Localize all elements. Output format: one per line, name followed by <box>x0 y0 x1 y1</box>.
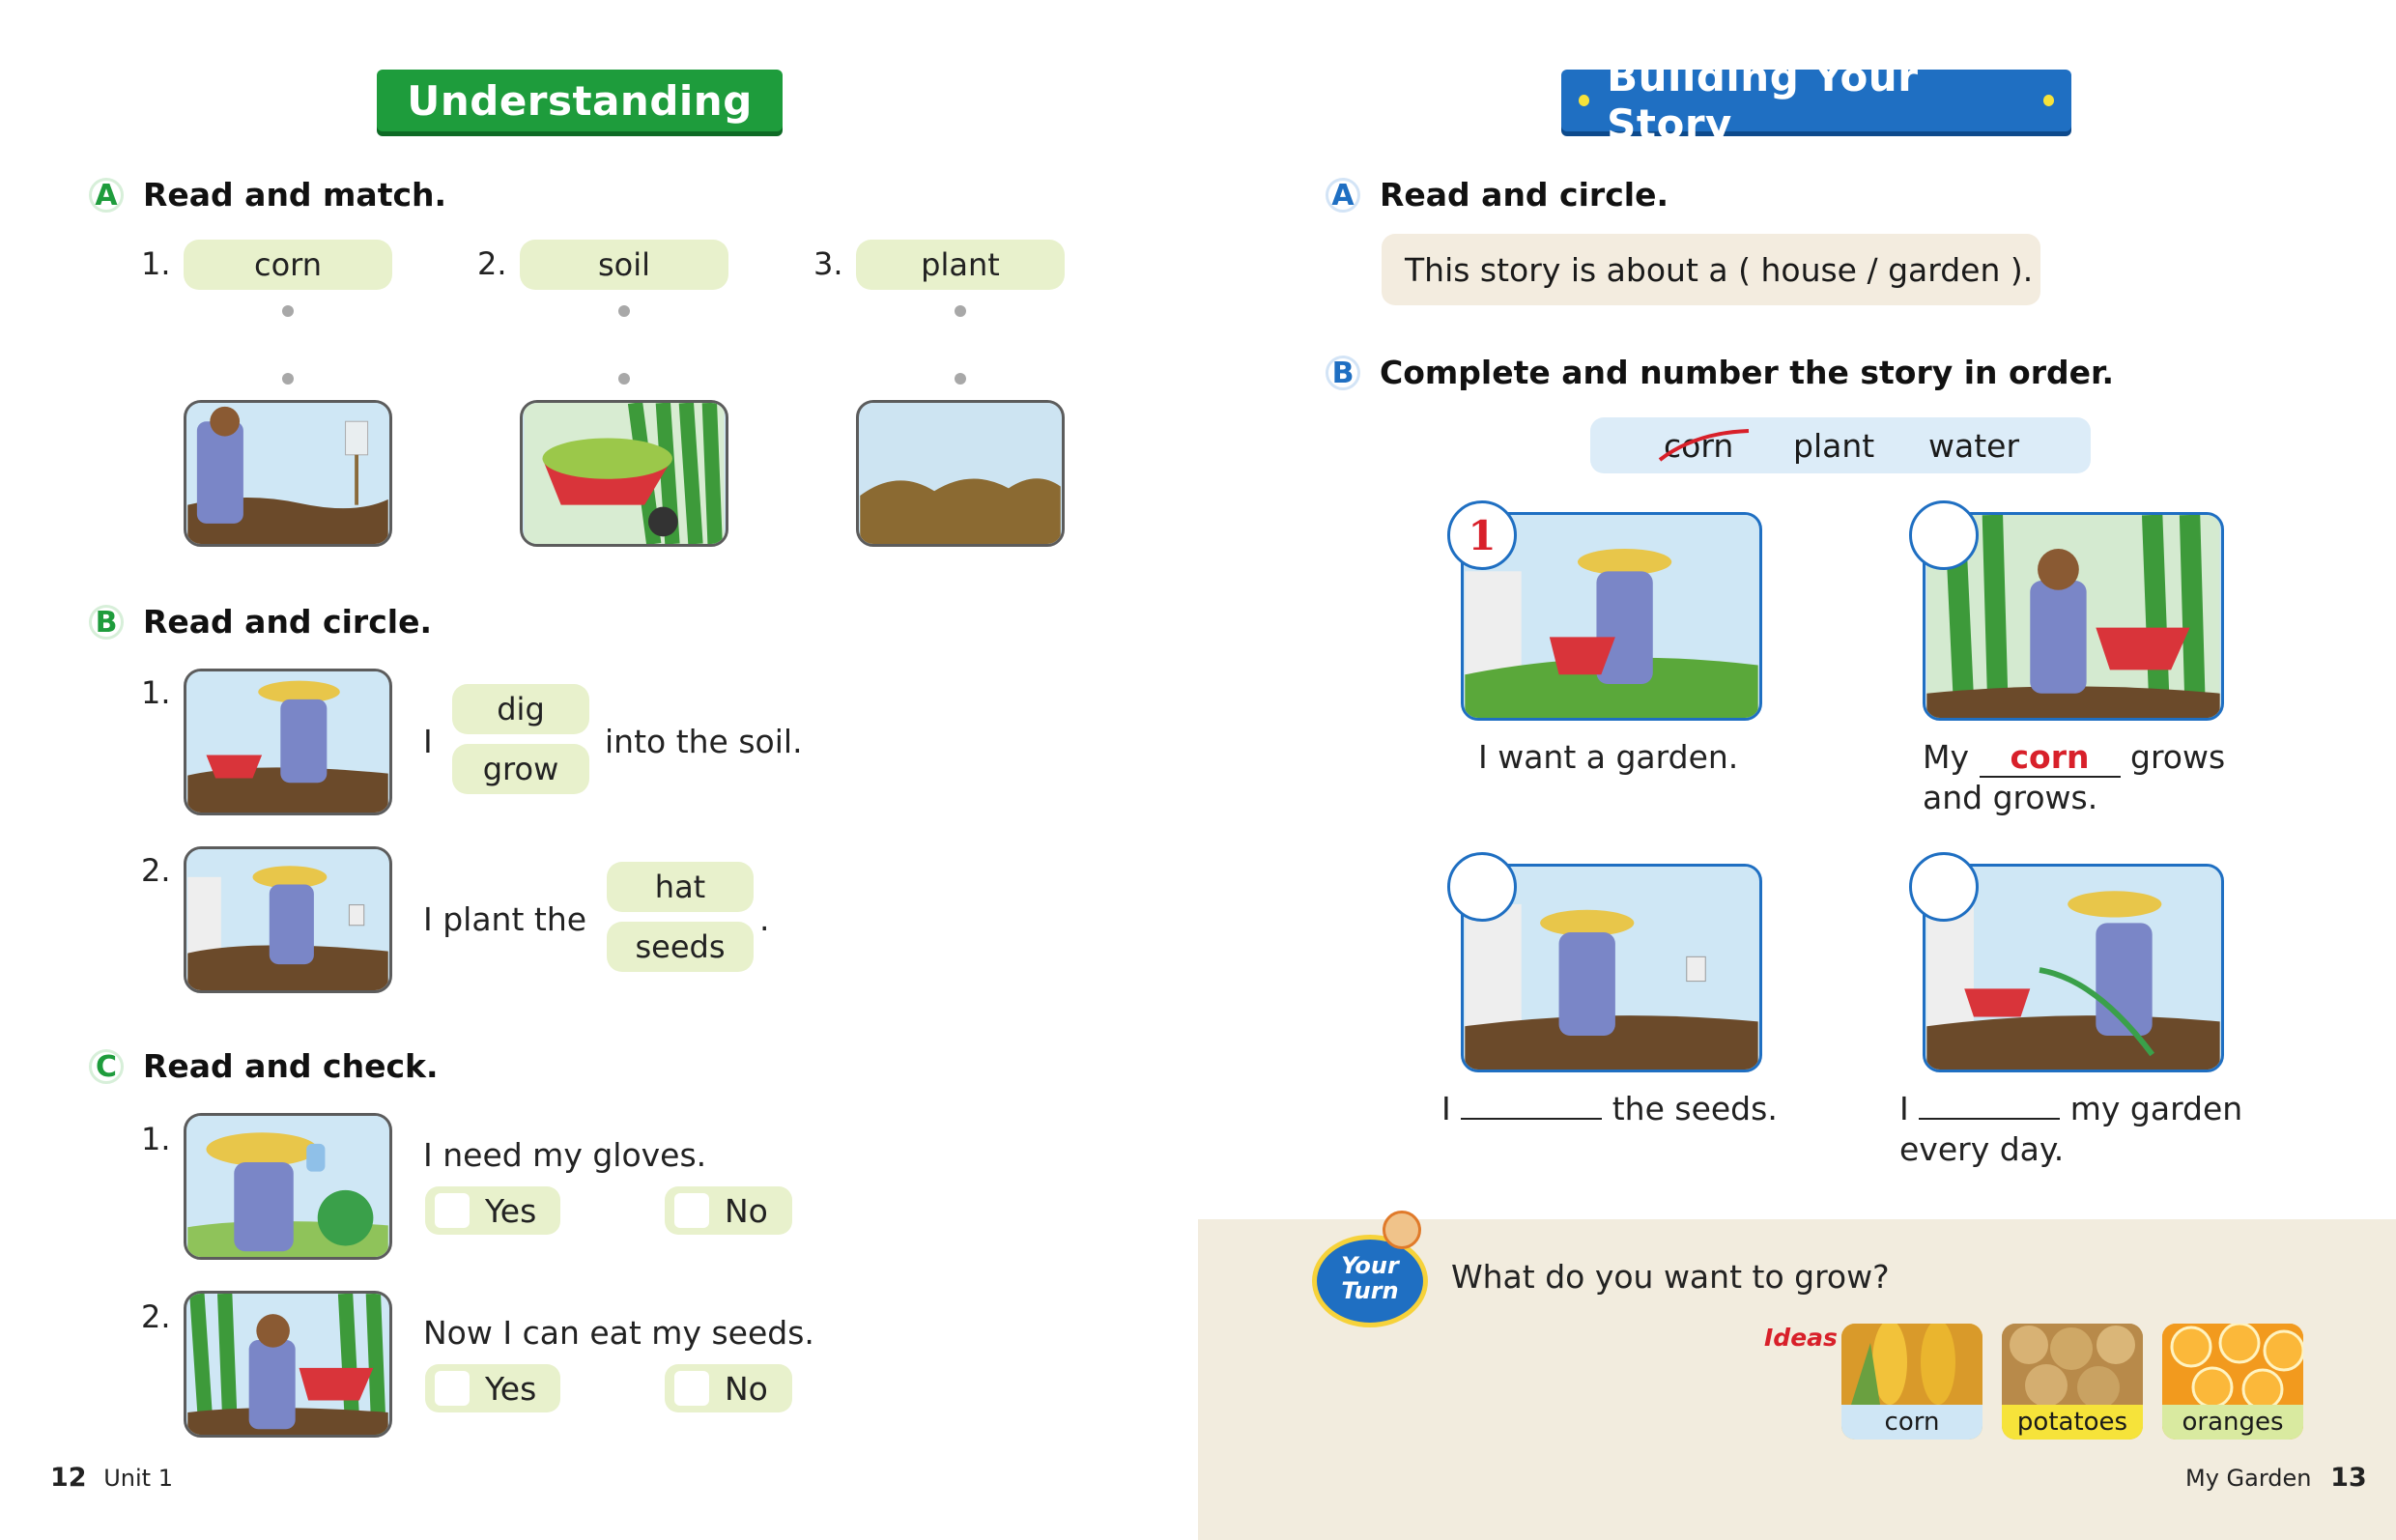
section-c-letter: C <box>89 1049 124 1084</box>
section-b-title: Complete and number the story in order. <box>1380 354 2115 391</box>
match-dot[interactable] <box>282 305 294 317</box>
idea-corn-tile <box>1841 1324 1982 1440</box>
section-c-title: Read and check. <box>143 1047 439 1085</box>
section-b-letter: B <box>89 605 124 640</box>
potatoes-icon <box>2002 1324 2143 1405</box>
option-seeds[interactable]: seeds <box>607 922 754 972</box>
item-number: 2. <box>141 1298 171 1335</box>
wheelbarrow-corn-picture <box>520 400 728 547</box>
filled-blank[interactable]: corn <box>1980 738 2121 778</box>
story-line: every day. <box>1899 1130 2065 1168</box>
strike-mark-icon <box>1656 427 1753 466</box>
word-bank-water: water <box>1928 427 2020 465</box>
answer-blank[interactable] <box>1919 1091 2060 1120</box>
corn-field-picture <box>184 1291 392 1438</box>
section-a-letter: A <box>89 178 124 213</box>
book-title: My Garden <box>2185 1465 2312 1492</box>
section-b-title: Read and circle. <box>143 603 432 641</box>
checkbox-square[interactable] <box>435 1371 470 1406</box>
soil-picture <box>856 400 1065 547</box>
section-a-title: Read and circle. <box>1380 176 1669 214</box>
check-sentence: Now I can eat my seeds. <box>423 1314 814 1352</box>
yes-checkbox[interactable] <box>425 1364 560 1412</box>
girl-face-icon <box>1383 1211 1421 1249</box>
right-footer <box>2185 1463 2367 1493</box>
planting-seeds-picture <box>184 846 392 993</box>
your-turn-badge <box>1312 1235 1428 1327</box>
word-bank <box>1590 417 2091 473</box>
match-dot[interactable] <box>618 373 630 385</box>
option-dig[interactable]: dig <box>452 684 589 734</box>
sentence-end: into the soil. <box>605 723 803 760</box>
no-label: No <box>725 1369 768 1408</box>
banner-dot <box>2043 95 2054 106</box>
planting-picture <box>184 400 392 547</box>
sentence-end: . <box>759 900 770 938</box>
option-hat[interactable]: hat <box>607 862 754 912</box>
idea-potatoes-tile <box>2002 1324 2143 1440</box>
badge-line: Turn <box>1341 1277 1399 1304</box>
match-dot[interactable] <box>618 305 630 317</box>
item-number: 1. <box>141 1121 171 1157</box>
item-number: 2. <box>141 852 171 889</box>
match-word-plant[interactable]: plant <box>856 240 1065 290</box>
yes-label: Yes <box>485 1191 537 1230</box>
understanding-banner <box>377 70 783 131</box>
story-line: I want a garden. <box>1478 738 1739 776</box>
your-turn-question: What do you want to grow? <box>1451 1258 1890 1296</box>
no-checkbox[interactable] <box>665 1364 792 1412</box>
idea-oranges-tile <box>2162 1324 2303 1440</box>
item-number: 3. <box>813 245 843 282</box>
banner-title: Understanding <box>407 76 753 125</box>
order-number-circle[interactable] <box>1909 500 1979 570</box>
check-sentence: I need my gloves. <box>423 1136 707 1174</box>
match-dot[interactable] <box>955 373 966 385</box>
banner-dot <box>1579 95 1589 106</box>
idea-label: potatoes <box>2002 1405 2143 1440</box>
story-line: I my garden <box>1899 1090 2243 1127</box>
story-line: My corn grows <box>1923 738 2226 776</box>
idea-label: oranges <box>2162 1405 2303 1440</box>
match-dot[interactable] <box>282 373 294 385</box>
word-bank-corn: corn <box>1664 427 1734 465</box>
section-a-title: Read and match. <box>143 176 447 214</box>
order-number-circle[interactable] <box>1447 852 1517 922</box>
checkbox-square[interactable] <box>674 1193 709 1228</box>
checkbox-square[interactable] <box>674 1371 709 1406</box>
corn-icon <box>1841 1324 1982 1405</box>
idea-label: corn <box>1841 1405 1982 1440</box>
story-line: I the seeds. <box>1441 1090 1778 1127</box>
word-bank-plant: plant <box>1793 427 1875 465</box>
order-number-circle[interactable]: 1 <box>1447 500 1517 570</box>
no-label: No <box>725 1191 768 1230</box>
story-about-sentence[interactable]: This story is about a ( house / garden ). <box>1382 234 2040 305</box>
page-number: 12 <box>50 1463 87 1493</box>
section-a-letter: A <box>1326 178 1360 213</box>
sentence-start: I <box>423 723 433 760</box>
building-your-story-banner <box>1561 53 2071 148</box>
option-grow[interactable]: grow <box>452 744 589 794</box>
match-dot[interactable] <box>955 305 966 317</box>
sentence-start: I plant the <box>423 900 587 938</box>
badge-line: Your <box>1341 1252 1399 1279</box>
no-checkbox[interactable] <box>665 1186 792 1235</box>
checkbox-square[interactable] <box>435 1193 470 1228</box>
item-number: 1. <box>141 674 171 711</box>
gloves-picture <box>184 1113 392 1260</box>
yes-checkbox[interactable] <box>425 1186 560 1235</box>
unit-label: Unit 1 <box>103 1465 173 1492</box>
yes-label: Yes <box>485 1369 537 1408</box>
oranges-icon <box>2162 1324 2303 1405</box>
left-footer <box>50 1463 173 1493</box>
banner-title: Building Your Story <box>1607 53 1919 148</box>
match-word-corn[interactable]: corn <box>184 240 392 290</box>
answer-blank[interactable] <box>1461 1091 1602 1120</box>
digging-picture <box>184 669 392 815</box>
item-number: 1. <box>141 245 171 282</box>
ideas-label: Ideas <box>1764 1324 1838 1352</box>
item-number: 2. <box>477 245 507 282</box>
story-line: and grows. <box>1923 779 2098 816</box>
page-number: 13 <box>2330 1463 2367 1493</box>
match-word-soil[interactable]: soil <box>520 240 728 290</box>
order-number-circle[interactable] <box>1909 852 1979 922</box>
section-b-letter: B <box>1326 356 1360 390</box>
